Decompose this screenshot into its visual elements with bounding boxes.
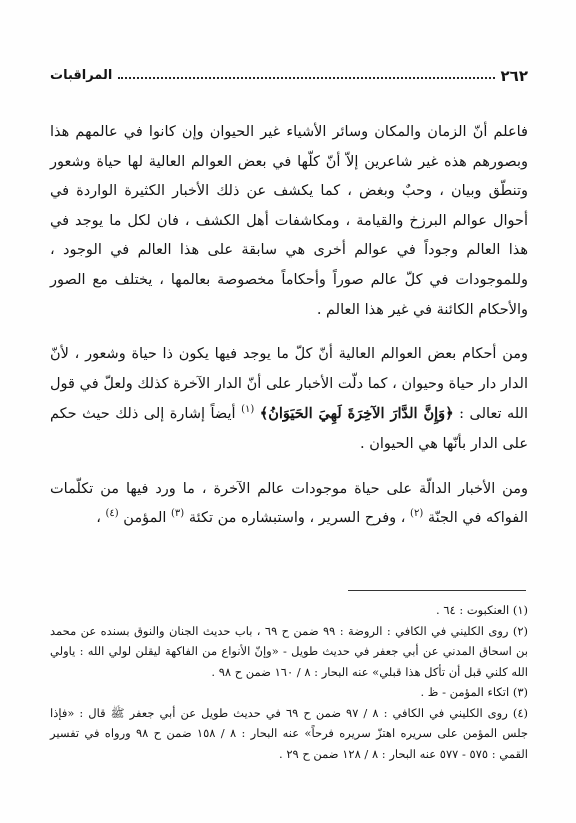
footnote-separator [348, 590, 526, 591]
footnote-2: (٢) روى الكليني في الكافي : الروضة : ٩٩ ضمن ح ٦٩ ، باب حديث الجنان والنوق بسنده عن محمد بن اسحاق المدني عن أبي جعفر في حديث طويل - «وإنّ الأنواع من الفاكهة ليقلن لولي الله : ياولي الله كلني قبل أن تأكل هذا قبلي» عنه البحار : ٨ / ١٦٠ ضمن ح ٩٨ . [50, 623, 528, 679]
paragraph-3-text-c: المؤمن [123, 510, 167, 527]
paragraph-3-text-d: ، [96, 510, 101, 527]
footnote-3: (٣) اتكاء المؤمن - ظ . [420, 685, 528, 699]
paragraph-2-text-a: ومن أحكام بعض العوالم العالية أنّ كلّ ما يوجد فيها يكون ذا حياة وشعور ، لأنّ الدار دار حياة وحيوان ، كما دلّت الأخبار على أنّ الدار الآخرة كذلك ولعلّ في قول الله تعالى : [50, 346, 529, 423]
footnote-1: (١) العنكبوت : ٦٤ . [436, 603, 528, 617]
paragraph-2-text-b: أيضاً إشارة إلى ذلك حيث حكم على الدار بأنّها هي الحيوان . [50, 406, 528, 452]
quran-verse: ﴿وَإِنَّ الدَّارَ الآخِرَةَ لَهِيَ الحَيَوَانُ﴾ [259, 405, 454, 423]
header-leader-dots [118, 77, 494, 79]
footnote-ref-2[interactable]: (٢) [410, 508, 424, 520]
paragraph-3-text-b: ، وفرح السرير ، واستبشاره من تكئة [188, 510, 406, 527]
footnote-ref-1[interactable]: (١) [241, 404, 255, 416]
page-header [50, 62, 528, 88]
footnote-ref-4[interactable]: (٤) [105, 508, 119, 520]
paragraph-1: فاعلم أنّ الزمان والمكان وسائر الأشياء غير الحيوان وإن كانوا في عالمهم هذا وبصورهم هذه غير شاعرين إلاّ أنّ كلّها في بعض العوالم العالية لها حياة وشعور وتنطّق وبيان ، وحبٌ وبغض ، كما يكشف عن ذلك الأخبار الكثيرة الواردة في أحوال عوالم البرزخ والقيامة ، ومكاشفات أهل الكشف ، فان لكل ما يوجد في هذا العالم وجوداً في عوالم أخرى هي سابقة على هذا العالم في الوجود ، وللموجودات في كلّ عالم صوراً وأحكاماً مخصوصة بعالمها ، يختلف مع الصور والأحكام الكائنة في غير هذا العالم . [50, 124, 528, 318]
paragraph-2 [50, 340, 528, 459]
footnotes [50, 600, 528, 764]
paragraph-3 [50, 475, 528, 534]
paragraph-3-text-a: ومن الأخبار الدالّة على حياة موجودات عالم الآخرة ، ما ورد فيها من تكلّمات الفواكه في الجنّة [50, 480, 528, 527]
footnote-ref-3[interactable]: (٣) [171, 508, 185, 520]
footnote-4: (٤) روى الكليني في الكافي : ٨ / ٩٧ ضمن ح ٦٩ في حديث طويل عن أبي جعفر ﷺ قال : «فإذا جلس المؤمن على سريره اهتزّ سريره فرحاً» عنه البحار : ٨ / ١٥٨ ضمن ح ٩٨ ورواه في تفسير القمي : ٥٧٥ - ٥٧٧ عنه البحار : ٨ / ١٢٨ ضمن ح ٢٩ . [50, 705, 529, 761]
page-number: ٢٦٢ [500, 67, 528, 85]
running-title: المراقبات [50, 68, 113, 83]
main-text [50, 118, 528, 534]
